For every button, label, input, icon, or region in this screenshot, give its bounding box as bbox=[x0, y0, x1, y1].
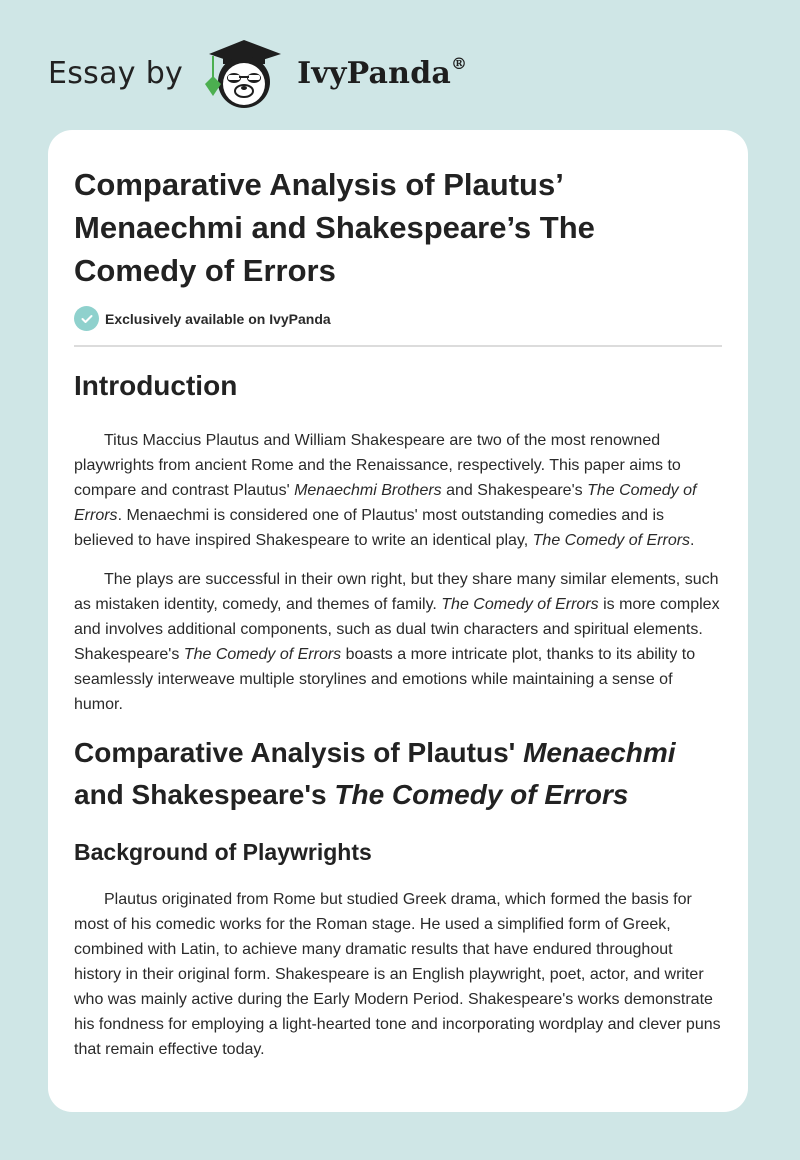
paragraph: The plays are successful in their own right, but they share many similar elements, such as mistaken identity, comedy, and themes of family. The Comedy of Errors is more complex and involves additional components, such as dual twin characters and spiritual elements. Shakespeare's The Comedy of Errors boasts a more intricate plot, thanks to its ability to seamlessly interweave multiple storylines and emotions while maintaining a sense of humor. bbox=[74, 571, 720, 713]
site-header bbox=[48, 36, 467, 110]
check-circle-icon bbox=[74, 306, 99, 331]
exclusive-badge bbox=[74, 306, 331, 331]
brand-name[interactable]: IvyPanda® bbox=[297, 53, 468, 91]
essay-card bbox=[48, 130, 748, 1112]
title-divider bbox=[74, 345, 722, 347]
subheading-background-of-playwrights: Background of Playwrights bbox=[74, 839, 372, 865]
panda-graduate-icon[interactable] bbox=[199, 36, 289, 110]
section-heading-comparative-analysis: Comparative Analysis of Plautus' Menaechmi and Shakespeare's The Comedy of Errors bbox=[74, 737, 676, 810]
page-title: Comparative Analysis of Plautus’ Menaechmi and Shakespeare’s The Comedy of Errors bbox=[74, 167, 595, 288]
paragraph: Titus Maccius Plautus and William Shakespeare are two of the most renowned playwrights from ancient Rome and the Renaissance, respectively. This paper aims to compare and contrast Plautus' Menaechmi Brothers and Shakespeare's The Comedy of Errors. Menaechmi is considered one of Plautus' most outstanding comedies and is believed to have inspired Shakespeare to write an identical play, The Comedy of Errors. bbox=[74, 432, 697, 549]
essay-by-label: Essay by bbox=[48, 55, 184, 91]
paragraph: Plautus originated from Rome but studied Greek drama, which formed the basis for most of his comedic works for the Roman stage. He used a simplified form of Greek, combined with Latin, to achieve many dramatic results that have endured throughout history in their original form. Shakespeare is an English playwright, poet, actor, and writer who was mainly active during the Early Modern Period. Shakespeare's works demonstrate his fondness for employing a light-hearted tone and incorporating wordplay and clever puns that remain effective today. bbox=[74, 891, 721, 1058]
exclusive-label: Exclusively available on IvyPanda bbox=[105, 310, 331, 327]
section-heading-introduction: Introduction bbox=[74, 370, 238, 401]
